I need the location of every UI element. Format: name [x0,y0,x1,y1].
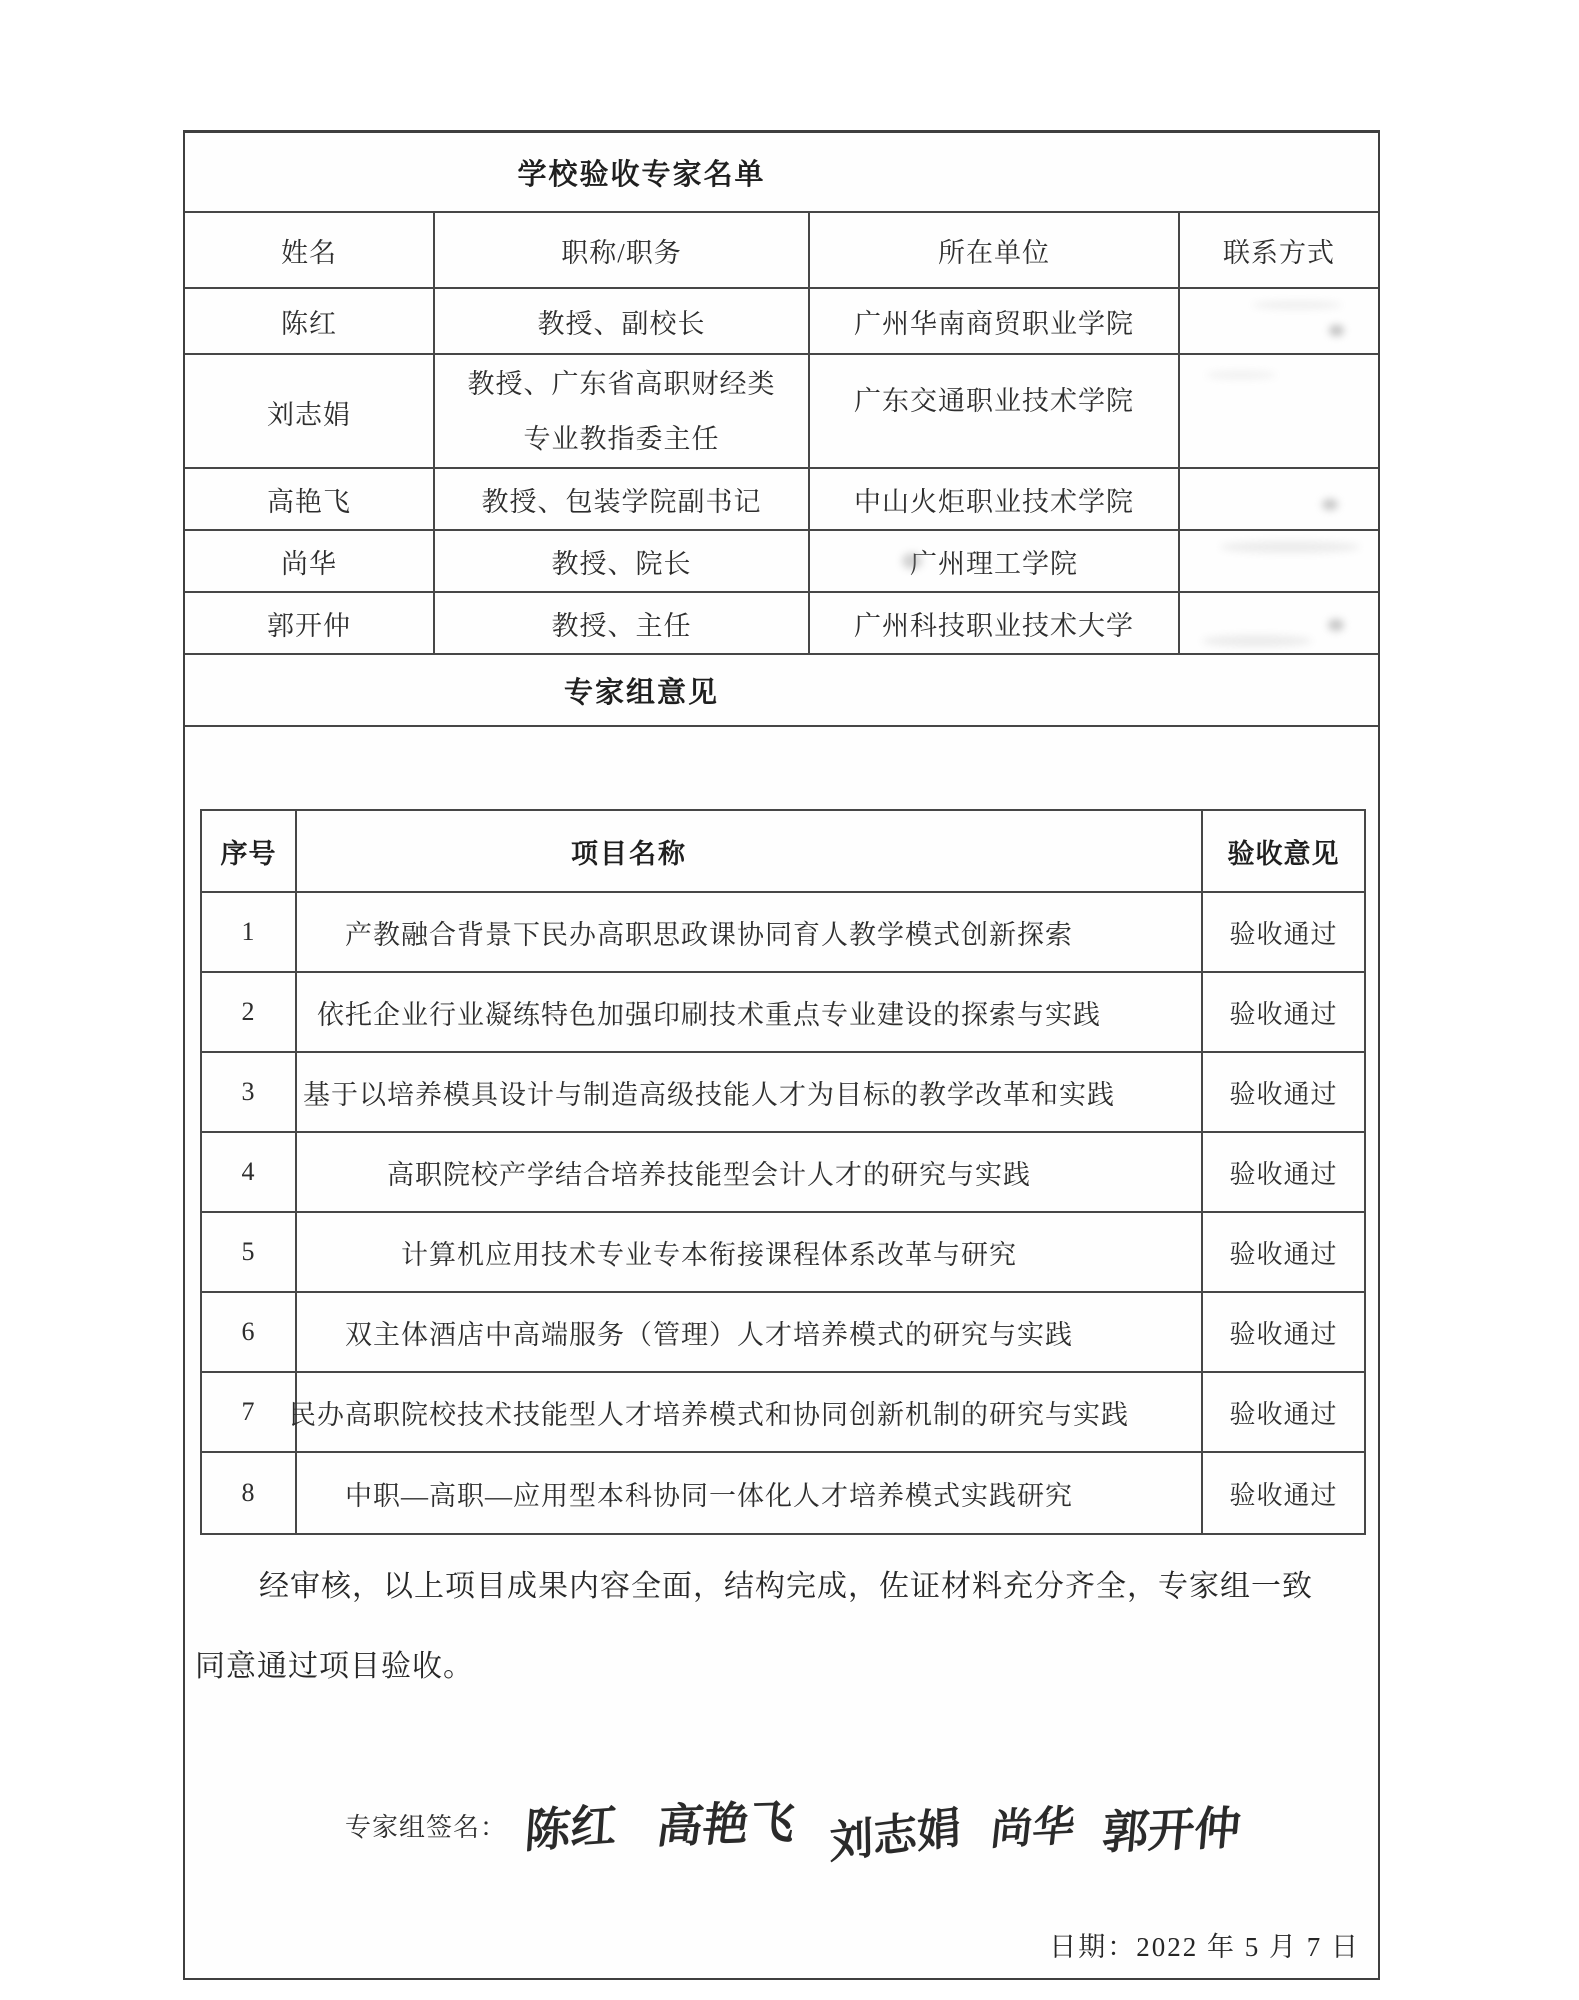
expert-title-value: 教授、广东省高职财经类专业教指委主任 [467,369,776,454]
project-no-cell: 6 [202,1293,297,1371]
table-row [202,1213,1364,1293]
expert-name-cell: 陈红 [185,289,435,353]
projects-header-no: 序号 [202,811,297,891]
projects-header-row [202,811,1364,893]
expert-title-cell: 教授、院长 [435,531,810,591]
project-opinion-cell: 验收通过 [1229,1480,1338,1510]
redaction-smudge [1329,325,1344,336]
expert-name-cell: 尚华 [185,531,435,591]
project-no-cell: 7 [202,1373,297,1451]
opinion-section-row [185,655,1378,727]
experts-header-row [185,213,1378,289]
table-row [202,1293,1364,1373]
project-name-cell [297,893,1203,971]
project-name: 计算机应用技术专业专本衔接课程体系改革与研究 [401,1239,1017,1270]
projects-header-name-label: 项目名称 [571,838,687,869]
expert-org-cell: 广东交通职业技术学院 [810,355,1180,469]
redaction-smudge [1328,619,1344,631]
signature-name: 陈红 [523,1799,619,1858]
expert-org-cell: 广州华南商贸职业学院 [810,289,1180,353]
expert-org-cell: 中山火炬职业技术学院 [810,469,1180,529]
signature-name: 刘志娟 [829,1802,962,1869]
project-no-cell: 4 [202,1133,297,1211]
table-row [185,355,1378,469]
conclusion-line: 经审核，以上项目成果内容全面，结构完成，佐证材料充分齐全，专家组一致 [259,1570,1313,1603]
table-row [202,973,1364,1053]
signature-handwriting [523,1792,1243,1869]
signature-name: 尚华 [988,1803,1077,1855]
redaction-smudge [1322,499,1338,510]
project-name: 高职院校产学结合培养技能型会计人才的研究与实践 [387,1159,1031,1190]
projects-header-name [297,811,1203,891]
experts-header-org: 所在单位 [810,213,1180,287]
project-name-cell [297,1053,1203,1131]
project-name: 双主体酒店中高端服务（管理）人才培养模式的研究与实践 [345,1319,1073,1350]
project-no-cell: 2 [202,973,297,1051]
experts-header-name: 姓名 [185,213,435,287]
conclusion-paragraph [195,1547,1368,1707]
projects-table [200,809,1366,1535]
project-no-cell: 5 [202,1213,297,1291]
expert-contact-cell [1180,531,1378,591]
expert-org-cell: 广州科技职业技术大学 [810,593,1180,653]
project-name-cell [297,1453,1203,1533]
conclusion-line: 同意通过项目验收。 [195,1650,474,1683]
project-opinion-cell: 验收通过 [1229,1159,1338,1189]
project-opinion-cell: 验收通过 [1229,919,1338,949]
table-row [202,1053,1364,1133]
project-name-cell [297,1133,1203,1211]
project-no-cell: 3 [202,1053,297,1131]
project-name: 中职—高职—应用型本科协同一体化人才培养模式实践研究 [345,1480,1073,1511]
experts-header-contact: 联系方式 [1223,237,1335,268]
expert-contact-cell [1180,593,1378,653]
project-opinion-cell: 验收通过 [1229,1239,1338,1269]
project-opinion-cell: 验收通过 [1229,999,1338,1029]
table-row [185,289,1378,355]
table-row [202,893,1364,973]
project-name-cell [297,973,1203,1051]
document-title-row [185,133,1378,213]
ink-smudge [902,553,922,569]
opinion-cell [185,727,1378,1978]
redaction-smudge [1202,635,1312,647]
table-row [202,1373,1364,1453]
expert-title-cell [435,355,810,469]
document-title: 学校验收专家名单 [517,158,766,191]
table-row [185,531,1378,593]
redaction-smudge [1206,371,1276,379]
project-name: 依托企业行业凝练特色加强印刷技术重点专业建设的探索与实践 [317,999,1101,1030]
project-name-cell [297,1293,1203,1371]
project-name: 基于以培养模具设计与制造高级技能人才为目标的教学改革和实践 [303,1079,1115,1110]
signature-label: 专家组签名： [345,1812,508,1842]
table-row [202,1453,1364,1533]
project-opinion-cell: 验收通过 [1229,1319,1338,1349]
table-row [185,469,1378,531]
project-opinion-cell: 验收通过 [1229,1399,1338,1429]
expert-name-cell: 高艳飞 [185,469,435,529]
redaction-smudge [1252,301,1342,309]
signature-block [185,1765,1378,1885]
redaction-smudge [1220,541,1360,553]
project-no-cell: 1 [202,893,297,971]
project-name-cell [289,1373,1203,1451]
document-sheet [183,130,1380,1980]
project-name: 产教融合背景下民办高职思政课协同育人教学模式创新探索 [345,919,1073,950]
expert-contact-cell [1180,469,1378,529]
table-row [185,593,1378,655]
signature-name: 郭开仲 [1100,1802,1243,1859]
project-opinion-cell: 验收通过 [1229,1079,1338,1109]
projects-header-opinion: 验收意见 [1227,838,1340,869]
expert-name-cell: 刘志娟 [185,355,435,469]
opinion-section-title: 专家组意见 [563,676,719,709]
project-no-cell: 8 [202,1453,297,1533]
signature-name: 高艳飞 [653,1796,799,1853]
expert-org-cell [810,531,1180,591]
project-name: 民办高职院校技术技能型人才培养模式和协同创新机制的研究与实践 [289,1399,1129,1430]
expert-title-cell: 教授、主任 [435,593,810,653]
expert-title-cell: 教授、副校长 [435,289,810,353]
experts-header-title: 职称/职务 [435,213,810,287]
expert-title-cell: 教授、包装学院副书记 [435,469,810,529]
expert-contact-cell [1180,355,1378,469]
project-name-cell [297,1213,1203,1291]
expert-contact-cell [1180,289,1378,353]
expert-org-value: 广州理工学院 [910,548,1078,579]
table-row [202,1133,1364,1213]
date-text: 日期：2022 年 5 月 7 日 [1049,1932,1360,1962]
expert-name-cell: 郭开仲 [185,593,435,653]
